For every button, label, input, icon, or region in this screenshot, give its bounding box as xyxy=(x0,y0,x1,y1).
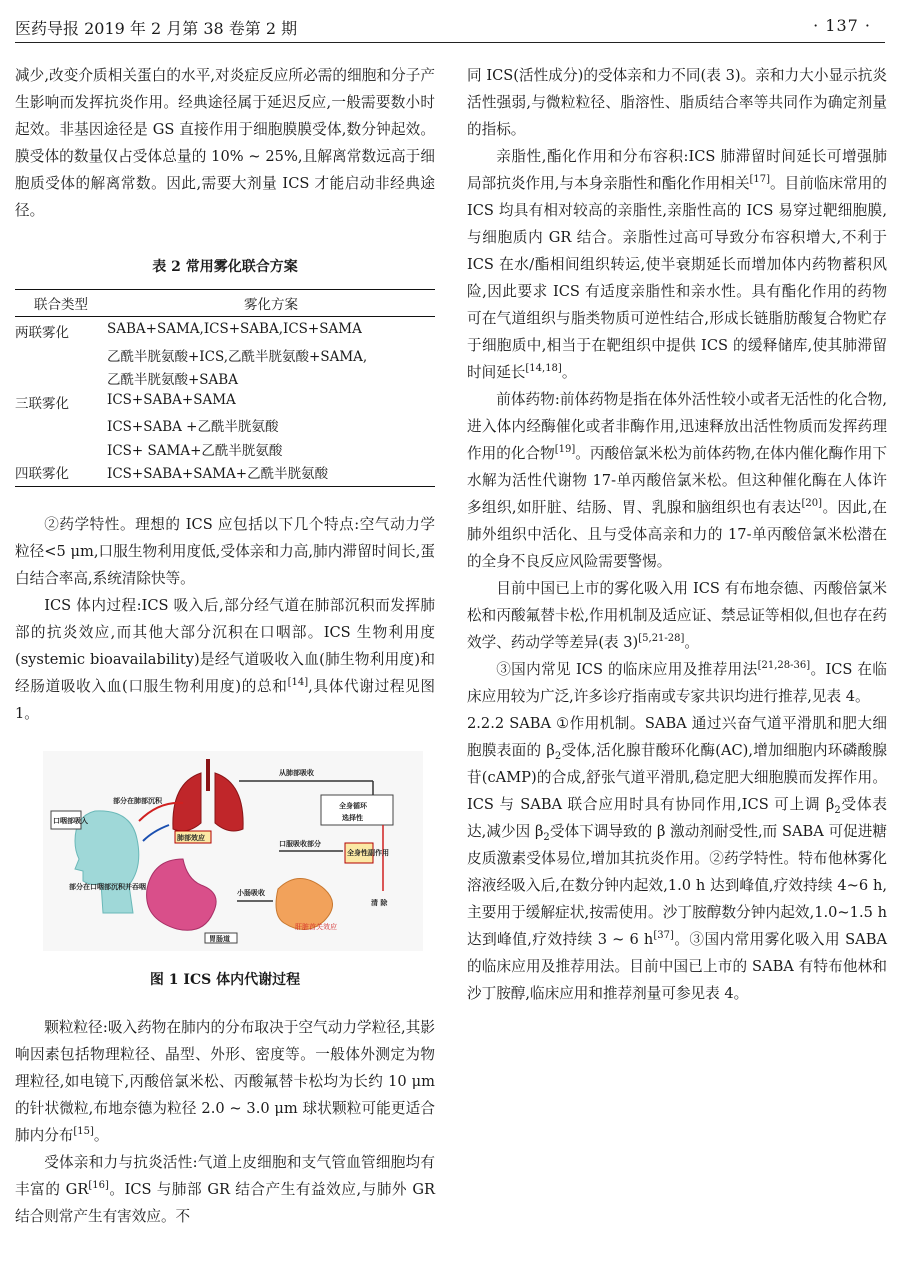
citation: [5,21-28] xyxy=(638,633,685,645)
figure-label: 肝脏首关效应 xyxy=(295,922,337,931)
table-cell: ICS+SABA+SAMA+乙酰半胱氨酸 xyxy=(107,462,435,486)
table-row xyxy=(15,368,435,392)
table-row xyxy=(15,345,435,369)
combo-table xyxy=(15,289,435,487)
figure-label: 从肺部吸收 xyxy=(279,768,314,777)
figure-label: 胃肠道 xyxy=(209,934,230,943)
table-cell: ICS+ SAMA+乙酰半胱氨酸 xyxy=(107,442,283,459)
left-column xyxy=(15,62,435,1230)
table-cell: ICS+SABA +乙酰半胱氨酸 xyxy=(107,419,279,435)
table-cell: SABA+SAMA,ICS+SABA,ICS+SAMA xyxy=(107,321,362,337)
figure-label: 口服吸收部分 xyxy=(279,839,321,848)
table-cell xyxy=(15,368,107,392)
metabolism-diagram xyxy=(43,751,423,951)
figure-label: 部分在肺部沉积 xyxy=(113,796,162,805)
table-row xyxy=(15,439,435,463)
table-cell: ICS+SABA+SAMA xyxy=(107,391,236,408)
paragraph: 减少,改变介质相关蛋白的水平,对炎症反应所必需的细胞和分子产生影响而发挥抗炎作用。经典途径属于延迟反应,一般需要数小时起效。非基因途径是 GS 直接作用于细胞膜膜受体,数分钟起效。膜受体的数量仅占受体总量的 10% ~ 25%,且解离常数远高于细胞质受体的解离常数。因此,需要大剂量 ICS 才能启动非经典途径。 xyxy=(15,67,435,219)
citation: [14,18] xyxy=(525,363,562,375)
table-cell xyxy=(15,415,107,439)
table-row xyxy=(15,317,435,345)
paragraph: 前体药物:前体药物是指在体外活性较小或者无活性的化合物,进入体内经酶催化或者非酶作用,迅速释放出活性物质而发挥药理作用的化合物[19]。丙酸倍氯米松为前体药物,在体内催化酶作用下水解为活性代谢物 17-单丙酸倍氯米松。但这种催化酶在人体许多组织,如肝脏、结肠、胃、乳腺和脑组织也有表达[20]。因此,在肺外组织中活化、且与受体高亲和力的 17-单丙酸倍氯米松潜在的全身不良反应风险需要警惕。 xyxy=(467,391,887,570)
figure-label: 小肠吸收 xyxy=(237,888,265,897)
table-cell: 两联雾化 xyxy=(15,325,69,341)
citation: [15] xyxy=(73,1125,94,1137)
figure-caption: 图 1 ICS 体内代谢过程 xyxy=(149,971,301,988)
citation: [20] xyxy=(801,498,823,510)
table-row xyxy=(15,415,435,439)
citation: [21,28-36] xyxy=(757,660,811,672)
table-row xyxy=(15,462,435,486)
paragraph: ③国内常见 ICS 的临床应用及推荐用法[21,28-36]。ICS 在临床应用较为广泛,许多诊疗指南或专家共识均进行推荐,见表 4。 xyxy=(467,660,887,705)
citation: [37] xyxy=(653,930,674,942)
table-cell: 三联雾化 xyxy=(15,395,69,412)
table-cell xyxy=(15,439,107,463)
paragraph: 受体亲和力与抗炎活性:气道上皮细胞和支气管血管细胞均有丰富的 GR[16]。ICS 与肺部 GR 结合产生有益效应,与肺外 GR 结合则常产生有害效应。不 xyxy=(15,1153,435,1225)
paragraph: 颗粒粒径:吸入药物在肺内的分布取决于空气动力学粒径,其影响因素包括物理粒径、晶型、外形、密度等。一般体外测定为物理粒径,如电镜下,丙酸倍氯米松、丙酸氟替卡松均为长约 10 μm 的针状微粒,布地奈德为粒径 2.0 ~ 3.0 μm 球状颗粒可能更适合肺内分布[15]。 xyxy=(15,1018,435,1144)
table-header: 雾化方案 xyxy=(107,290,435,317)
right-column xyxy=(467,62,887,1007)
table-header: 联合类型 xyxy=(15,290,107,317)
table-cell xyxy=(15,345,107,369)
paragraph: 同 ICS(活性成分)的受体亲和力不同(表 3)。亲和力大小显示抗炎活性强弱,与微粒粒径、脂溶性、脂质结合率等共同作为确定剂量的指标。 xyxy=(467,67,887,138)
section-paragraph: 2.2.2 SABA ①作用机制。SABA 通过兴奋气道平滑肌和肥大细胞膜表面的 $\beta_2$受体,活化腺苷酸环化酶(AC),增加细胞内环磷酸腺苷(cAMP)的合成,舒张气道平滑肌,稳定肥大细胞膜而发挥作用。ICS 与 SABA 联合应用时具有协同作用,ICS 可上调 $\beta_2$受体表达,减少因 $\beta_2$受体下调导致的 β 激动剂耐受性,而 SABA 可促进糖皮质激素受体易位,增加其抗炎作用。②药学特性。特布他林雾化溶液经吸入后,在数分钟内起效,1.0 h 达到峰值,疗效持续 4~6 h,主要用于缓解症状,按需使用。沙丁胺醇数分钟内起效,1.0~1.5 h 达到峰值,疗效持续 3 ~ 6 h[37]。③国内常用雾化吸入用 SABA 的临床应用及推荐用法。目前中国已上市的 SABA 有特布他林和沙丁胺醇,临床应用和推荐剂量可参见表 4。 xyxy=(467,715,888,1002)
page-number: · 137 · xyxy=(813,16,871,35)
figure-label: 口咽部吸入 xyxy=(53,816,88,825)
page-header xyxy=(15,12,885,43)
paragraph: 亲脂性,酯化作用和分布容积:ICS 肺滞留时间延长可增强肺局部抗炎作用,与本身亲脂性和酯化作用相关[17]。目前临床常用的 ICS 均具有相对较高的亲脂性,亲脂性高的 ICS 易穿过靶细胞膜,与细胞质内 GR 结合。亲脂性过高可导致分布容积增大,不利于 ICS 在水/酯相间组织转运,使半衰期延长而增加体内药物蓄积风险,因此要求 ICS 有适度亲脂性和亲水性。具有酯化作用的药物可在气道组织与脂类物质可逆性结合,形成长链脂肪酸复合物贮存于细胞质中,相当于在靶组织中提供 ICS 的缓释储库,使其肺滞留时间延长[14,18]。 xyxy=(467,148,887,381)
figure-label: 部分在口咽部沉积并吞咽 xyxy=(69,882,146,891)
metabolism-figure xyxy=(43,751,423,951)
figure-label: 选择性 xyxy=(342,813,363,822)
table-row xyxy=(15,392,435,416)
table-cell: 四联雾化 xyxy=(15,462,107,486)
citation: [17] xyxy=(749,174,771,186)
paragraph: ②药学特性。理想的 ICS 应包括以下几个特点:空气动力学粒径<5 μm,口服生物利用度低,受体亲和力高,肺内滞留时间长,蛋白结合率高,系统清除快等。 xyxy=(15,515,435,587)
citation: [14] xyxy=(287,676,309,688)
table-caption: 表 2 常用雾化联合方案 xyxy=(152,259,298,275)
journal-title: 医药导报 2019 年 2 月第 38 卷第 2 期 xyxy=(15,19,298,38)
figure-label: 全身性副作用 xyxy=(347,848,389,857)
paragraph: ICS 体内过程:ICS 吸入后,部分经气道在肺部沉积而发挥肺部的抗炎效应,而其他大部分沉积在口咽部。ICS 生物利用度(systemic bioavailability)是经气道吸收入血(肺生物利用度)和经肠道吸收入血(口服生物利用度)的总和[14],具体代谢过程见图 1。 xyxy=(15,596,436,722)
citation: [16] xyxy=(88,1179,109,1191)
citation: [19] xyxy=(554,444,576,456)
figure-label: 肺部效应 xyxy=(177,833,205,842)
figure-label: 清 除 xyxy=(371,898,388,907)
table-cell: 乙酰半胱氨酸+ICS,乙酰半胱氨酸+SAMA, xyxy=(107,348,368,365)
table-cell: 乙酰半胱氨酸+SABA xyxy=(107,372,238,388)
paragraph: 目前中国已上市的雾化吸入用 ICS 有布地奈德、丙酸倍氯米松和丙酸氟替卡松,作用机制及适应证、禁忌证等相似,但也存在药效学、药动学等差异(表 3)[5,21-28]。 xyxy=(467,580,887,651)
figure-label: 全身循环 xyxy=(339,801,367,810)
